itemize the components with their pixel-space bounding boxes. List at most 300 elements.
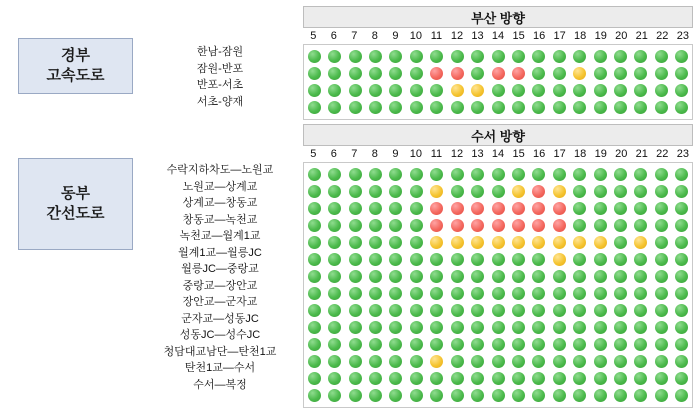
congestion-cell xyxy=(488,270,508,283)
link-name: 중랑교—장안교 xyxy=(182,279,258,292)
congestion-dot-g xyxy=(573,270,586,283)
congestion-dot-g xyxy=(594,253,607,266)
congestion-dot-g xyxy=(410,50,423,63)
congestion-cell xyxy=(508,287,528,300)
congestion-dot-g xyxy=(349,287,362,300)
congestion-dot-g xyxy=(614,236,627,249)
congestion-dot-g xyxy=(369,67,382,80)
congestion-cell xyxy=(610,321,630,334)
congestion-cell xyxy=(427,253,447,266)
congestion-dot-g xyxy=(492,389,505,402)
congestion-dot-g xyxy=(349,236,362,249)
congestion-cell xyxy=(304,84,324,97)
congestion-cell xyxy=(631,67,651,80)
congestion-dot-g xyxy=(655,67,668,80)
congestion-cell xyxy=(386,67,406,80)
hour-tick: 22 xyxy=(656,148,669,160)
congestion-dot-g xyxy=(675,304,688,317)
congestion-cell xyxy=(590,253,610,266)
link-name: 탄천1교—수서 xyxy=(184,362,256,374)
hour-tick: 20 xyxy=(615,30,628,42)
hour-tick: 7 xyxy=(351,30,358,42)
congestion-dot-g xyxy=(614,372,627,385)
congestion-cell xyxy=(345,219,365,232)
congestion-cell xyxy=(324,236,344,249)
congestion-cell xyxy=(590,67,610,80)
congestion-dot-g xyxy=(594,338,607,351)
congestion-dot-g xyxy=(328,202,341,215)
congestion-cell xyxy=(508,101,528,114)
congestion-dot-r xyxy=(512,67,525,80)
congestion-cell xyxy=(427,67,447,80)
congestion-dot-g xyxy=(655,168,668,181)
link-name-list-dongbu xyxy=(140,162,300,393)
congestion-dot-g xyxy=(410,304,423,317)
congestion-dot-g xyxy=(614,253,627,266)
congestion-dot-g xyxy=(634,101,647,114)
congestion-dot-g xyxy=(389,389,402,402)
congestion-dot-g xyxy=(369,321,382,334)
congestion-cell xyxy=(549,253,569,266)
congestion-dot-g xyxy=(655,219,668,232)
congestion-dot-g xyxy=(553,372,566,385)
congestion-cell xyxy=(569,219,589,232)
congestion-dot-g xyxy=(328,84,341,97)
congestion-cell xyxy=(386,389,406,402)
congestion-cell xyxy=(304,355,324,368)
congestion-cell xyxy=(467,168,487,181)
congestion-row xyxy=(304,268,692,285)
congestion-cell xyxy=(651,50,671,63)
congestion-row xyxy=(304,353,692,370)
congestion-cell xyxy=(651,219,671,232)
congestion-cell xyxy=(529,202,549,215)
congestion-cell xyxy=(447,253,467,266)
congestion-cell xyxy=(304,321,324,334)
congestion-dot-g xyxy=(369,389,382,402)
congestion-dot-g xyxy=(349,101,362,114)
congestion-cell xyxy=(427,185,447,198)
congestion-dot-g xyxy=(451,287,464,300)
congestion-dot-y xyxy=(573,236,586,249)
congestion-dot-g xyxy=(655,84,668,97)
congestion-cell xyxy=(447,84,467,97)
congestion-cell xyxy=(386,50,406,63)
congestion-cell xyxy=(406,101,426,114)
congestion-cell xyxy=(610,389,630,402)
road-label-dongbu xyxy=(18,158,133,250)
congestion-dot-g xyxy=(308,321,321,334)
congestion-cell xyxy=(386,287,406,300)
congestion-cell xyxy=(651,168,671,181)
congestion-dot-g xyxy=(553,287,566,300)
link-name: 상계교—창동교 xyxy=(182,197,258,209)
congestion-dot-g xyxy=(369,185,382,198)
hour-tick: 13 xyxy=(471,148,484,160)
congestion-dot-g xyxy=(471,355,484,368)
congestion-dot-g xyxy=(675,84,688,97)
congestion-dot-g xyxy=(594,219,607,232)
congestion-dot-g xyxy=(328,372,341,385)
congestion-cell xyxy=(590,338,610,351)
congestion-dot-g xyxy=(308,84,321,97)
congestion-dot-g xyxy=(675,67,688,80)
congestion-cell xyxy=(672,355,692,368)
congestion-dot-g xyxy=(512,321,525,334)
congestion-dot-g xyxy=(634,168,647,181)
congestion-cell xyxy=(569,185,589,198)
congestion-cell xyxy=(386,185,406,198)
congestion-cell xyxy=(569,202,589,215)
congestion-dot-g xyxy=(492,321,505,334)
congestion-dot-g xyxy=(349,84,362,97)
congestion-dot-g xyxy=(410,321,423,334)
congestion-dot-g xyxy=(634,253,647,266)
congestion-dot-g xyxy=(349,338,362,351)
congestion-cell xyxy=(324,372,344,385)
congestion-cell xyxy=(386,372,406,385)
congestion-cell xyxy=(324,168,344,181)
congestion-cell xyxy=(610,185,630,198)
congestion-dot-g xyxy=(512,168,525,181)
congestion-dot-g xyxy=(451,355,464,368)
congestion-dot-g xyxy=(389,219,402,232)
congestion-cell xyxy=(427,389,447,402)
congestion-cell xyxy=(345,84,365,97)
congestion-dot-g xyxy=(553,389,566,402)
congestion-cell xyxy=(610,219,630,232)
congestion-cell xyxy=(549,270,569,283)
congestion-dot-g xyxy=(410,389,423,402)
congestion-dot-g xyxy=(430,372,443,385)
congestion-dot-g xyxy=(369,101,382,114)
congestion-dot-g xyxy=(471,101,484,114)
congestion-dot-r xyxy=(512,219,525,232)
congestion-cell xyxy=(467,304,487,317)
congestion-dot-g xyxy=(614,185,627,198)
congestion-cell xyxy=(324,355,344,368)
congestion-dot-r xyxy=(471,202,484,215)
congestion-dot-g xyxy=(430,270,443,283)
congestion-row xyxy=(304,166,692,183)
congestion-dot-g xyxy=(573,50,586,63)
congestion-cell xyxy=(529,355,549,368)
congestion-cell xyxy=(365,321,385,334)
congestion-cell xyxy=(569,372,589,385)
congestion-cell xyxy=(386,84,406,97)
congestion-cell xyxy=(508,389,528,402)
link-name: 서초-양재 xyxy=(196,95,244,108)
congestion-dot-g xyxy=(614,67,627,80)
congestion-cell xyxy=(549,236,569,249)
congestion-dot-g xyxy=(410,67,423,80)
congestion-cell xyxy=(651,372,671,385)
congestion-dot-y xyxy=(573,67,586,80)
congestion-dot-g xyxy=(451,321,464,334)
congestion-cell xyxy=(304,287,324,300)
congestion-dot-r xyxy=(492,202,505,215)
hour-tick: 15 xyxy=(512,148,525,160)
congestion-cell xyxy=(590,219,610,232)
congestion-dot-g xyxy=(430,253,443,266)
congestion-cell xyxy=(590,304,610,317)
congestion-cell xyxy=(488,101,508,114)
congestion-cell xyxy=(324,270,344,283)
congestion-dot-g xyxy=(573,202,586,215)
congestion-cell xyxy=(549,321,569,334)
congestion-dot-g xyxy=(614,270,627,283)
congestion-cell xyxy=(427,168,447,181)
congestion-dot-g xyxy=(492,287,505,300)
road-label-gyeongbu xyxy=(18,38,133,94)
congestion-cell xyxy=(529,101,549,114)
link-name: 월계1교—월릉JC xyxy=(178,246,262,259)
congestion-dot-g xyxy=(430,84,443,97)
congestion-dot-g xyxy=(532,101,545,114)
congestion-dot-g xyxy=(389,338,402,351)
congestion-cell xyxy=(304,219,324,232)
congestion-dot-g xyxy=(430,168,443,181)
congestion-dot-g xyxy=(308,304,321,317)
congestion-dot-g xyxy=(410,372,423,385)
congestion-dot-g xyxy=(634,321,647,334)
congestion-cell xyxy=(631,338,651,351)
congestion-dot-g xyxy=(451,185,464,198)
congestion-row xyxy=(304,302,692,319)
congestion-cell xyxy=(651,202,671,215)
congestion-cell xyxy=(447,67,467,80)
congestion-cell xyxy=(365,236,385,249)
congestion-dot-g xyxy=(594,321,607,334)
congestion-cell xyxy=(610,355,630,368)
congestion-cell xyxy=(529,321,549,334)
congestion-dot-g xyxy=(634,287,647,300)
congestion-cell xyxy=(345,372,365,385)
congestion-dot-g xyxy=(614,101,627,114)
congestion-cell xyxy=(631,355,651,368)
congestion-dot-g xyxy=(492,372,505,385)
congestion-dot-g xyxy=(634,50,647,63)
congestion-cell xyxy=(365,253,385,266)
congestion-dot-g xyxy=(369,304,382,317)
congestion-cell xyxy=(590,101,610,114)
congestion-cell xyxy=(549,168,569,181)
congestion-cell xyxy=(304,304,324,317)
congestion-cell xyxy=(406,321,426,334)
congestion-cell xyxy=(529,84,549,97)
congestion-cell xyxy=(631,389,651,402)
congestion-cell xyxy=(324,321,344,334)
congestion-dot-g xyxy=(328,67,341,80)
congestion-cell xyxy=(610,270,630,283)
hour-tick: 16 xyxy=(532,148,546,160)
congestion-dot-g xyxy=(389,372,402,385)
congestion-dot-g xyxy=(594,101,607,114)
congestion-dot-g xyxy=(369,372,382,385)
congestion-cell xyxy=(427,304,447,317)
congestion-cell xyxy=(672,50,692,63)
congestion-dot-g xyxy=(389,287,402,300)
congestion-dot-g xyxy=(614,338,627,351)
congestion-cell xyxy=(590,84,610,97)
congestion-dot-g xyxy=(655,321,668,334)
congestion-dot-g xyxy=(614,287,627,300)
congestion-cell xyxy=(324,287,344,300)
congestion-cell xyxy=(488,253,508,266)
congestion-cell xyxy=(488,372,508,385)
congestion-dot-g xyxy=(512,355,525,368)
congestion-cell xyxy=(569,84,589,97)
congestion-dot-g xyxy=(532,84,545,97)
congestion-cell xyxy=(549,50,569,63)
congestion-cell xyxy=(508,219,528,232)
congestion-cell xyxy=(304,50,324,63)
congestion-cell xyxy=(672,253,692,266)
congestion-cell xyxy=(590,168,610,181)
congestion-dot-g xyxy=(389,202,402,215)
congestion-cell xyxy=(386,202,406,215)
hour-tick: 17 xyxy=(553,148,566,160)
congestion-dot-g xyxy=(328,168,341,181)
congestion-dot-g xyxy=(594,372,607,385)
congestion-cell xyxy=(508,372,528,385)
congestion-cell xyxy=(672,202,692,215)
congestion-dot-g xyxy=(328,389,341,402)
congestion-cell xyxy=(365,185,385,198)
congestion-cell xyxy=(304,270,324,283)
congestion-dot-g xyxy=(573,321,586,334)
congestion-row xyxy=(304,370,692,387)
congestion-cell xyxy=(467,185,487,198)
congestion-cell xyxy=(672,219,692,232)
congestion-dot-g xyxy=(308,219,321,232)
congestion-dot-g xyxy=(675,338,688,351)
congestion-dot-g xyxy=(675,101,688,114)
congestion-cell xyxy=(447,101,467,114)
congestion-dot-g xyxy=(512,287,525,300)
congestion-dot-g xyxy=(675,236,688,249)
congestion-cell xyxy=(386,304,406,317)
congestion-dot-g xyxy=(594,304,607,317)
congestion-cell xyxy=(467,389,487,402)
congestion-cell xyxy=(651,101,671,114)
congestion-cell xyxy=(549,389,569,402)
hour-tick: 12 xyxy=(450,30,464,42)
congestion-dot-g xyxy=(553,168,566,181)
congestion-dot-g xyxy=(614,50,627,63)
congestion-dot-g xyxy=(512,253,525,266)
hour-tick: 5 xyxy=(310,30,317,42)
hour-tick: 9 xyxy=(392,30,399,42)
congestion-dot-g xyxy=(308,202,321,215)
congestion-cell xyxy=(672,389,692,402)
congestion-cell xyxy=(467,338,487,351)
congestion-cell xyxy=(631,50,651,63)
congestion-dot-g xyxy=(655,202,668,215)
congestion-cell xyxy=(569,270,589,283)
congestion-cell xyxy=(590,236,610,249)
congestion-cell xyxy=(304,236,324,249)
congestion-dot-g xyxy=(492,355,505,368)
congestion-cell xyxy=(529,287,549,300)
congestion-cell xyxy=(529,185,549,198)
congestion-dot-g xyxy=(410,287,423,300)
congestion-cell xyxy=(651,321,671,334)
congestion-cell xyxy=(447,202,467,215)
congestion-dot-g xyxy=(349,185,362,198)
congestion-cell xyxy=(345,67,365,80)
congestion-cell xyxy=(427,202,447,215)
link-name: 군자교—성동JC xyxy=(181,312,259,325)
congestion-cell xyxy=(365,389,385,402)
congestion-dot-g xyxy=(553,84,566,97)
congestion-dot-g xyxy=(471,67,484,80)
congestion-dot-g xyxy=(471,321,484,334)
congestion-cell xyxy=(508,304,528,317)
congestion-cell xyxy=(345,185,365,198)
congestion-dot-g xyxy=(308,338,321,351)
congestion-cell xyxy=(447,338,467,351)
congestion-cell xyxy=(529,270,549,283)
congestion-dot-g xyxy=(532,270,545,283)
congestion-dot-r xyxy=(471,219,484,232)
road-label-line1: 동부 xyxy=(61,184,90,202)
congestion-cell xyxy=(569,338,589,351)
congestion-cell xyxy=(386,236,406,249)
congestion-dot-g xyxy=(553,67,566,80)
congestion-dot-r xyxy=(492,67,505,80)
congestion-cell xyxy=(508,236,528,249)
congestion-dot-g xyxy=(410,253,423,266)
congestion-cell xyxy=(406,185,426,198)
congestion-dot-g xyxy=(369,236,382,249)
hour-tick: 22 xyxy=(656,30,669,42)
congestion-cell xyxy=(488,84,508,97)
congestion-row xyxy=(304,48,692,65)
congestion-dot-g xyxy=(410,270,423,283)
hour-tick: 15 xyxy=(512,30,525,42)
congestion-dot-g xyxy=(410,236,423,249)
congestion-cell xyxy=(672,304,692,317)
congestion-dot-g xyxy=(389,84,402,97)
congestion-cell xyxy=(631,84,651,97)
hour-tick: 16 xyxy=(532,30,546,42)
congestion-dot-g xyxy=(553,321,566,334)
link-name: 수서—복정 xyxy=(193,378,247,391)
congestion-dot-r xyxy=(532,202,545,215)
hour-tick: 10 xyxy=(409,30,423,42)
congestion-cell xyxy=(508,67,528,80)
congestion-cell xyxy=(488,236,508,249)
congestion-dot-g xyxy=(634,355,647,368)
congestion-cell xyxy=(488,67,508,80)
congestion-cell xyxy=(549,287,569,300)
congestion-dot-g xyxy=(594,84,607,97)
congestion-dot-g xyxy=(308,185,321,198)
congestion-dot-g xyxy=(634,185,647,198)
congestion-cell xyxy=(549,355,569,368)
congestion-cell xyxy=(590,202,610,215)
congestion-dot-g xyxy=(675,219,688,232)
congestion-cell xyxy=(324,101,344,114)
link-name-list-gyeongbu xyxy=(140,44,300,110)
hour-tick: 23 xyxy=(676,148,689,160)
congestion-dot-g xyxy=(308,67,321,80)
congestion-cell xyxy=(651,270,671,283)
congestion-dot-g xyxy=(573,168,586,181)
hour-tick: 12 xyxy=(450,148,464,160)
congestion-dot-g xyxy=(512,84,525,97)
